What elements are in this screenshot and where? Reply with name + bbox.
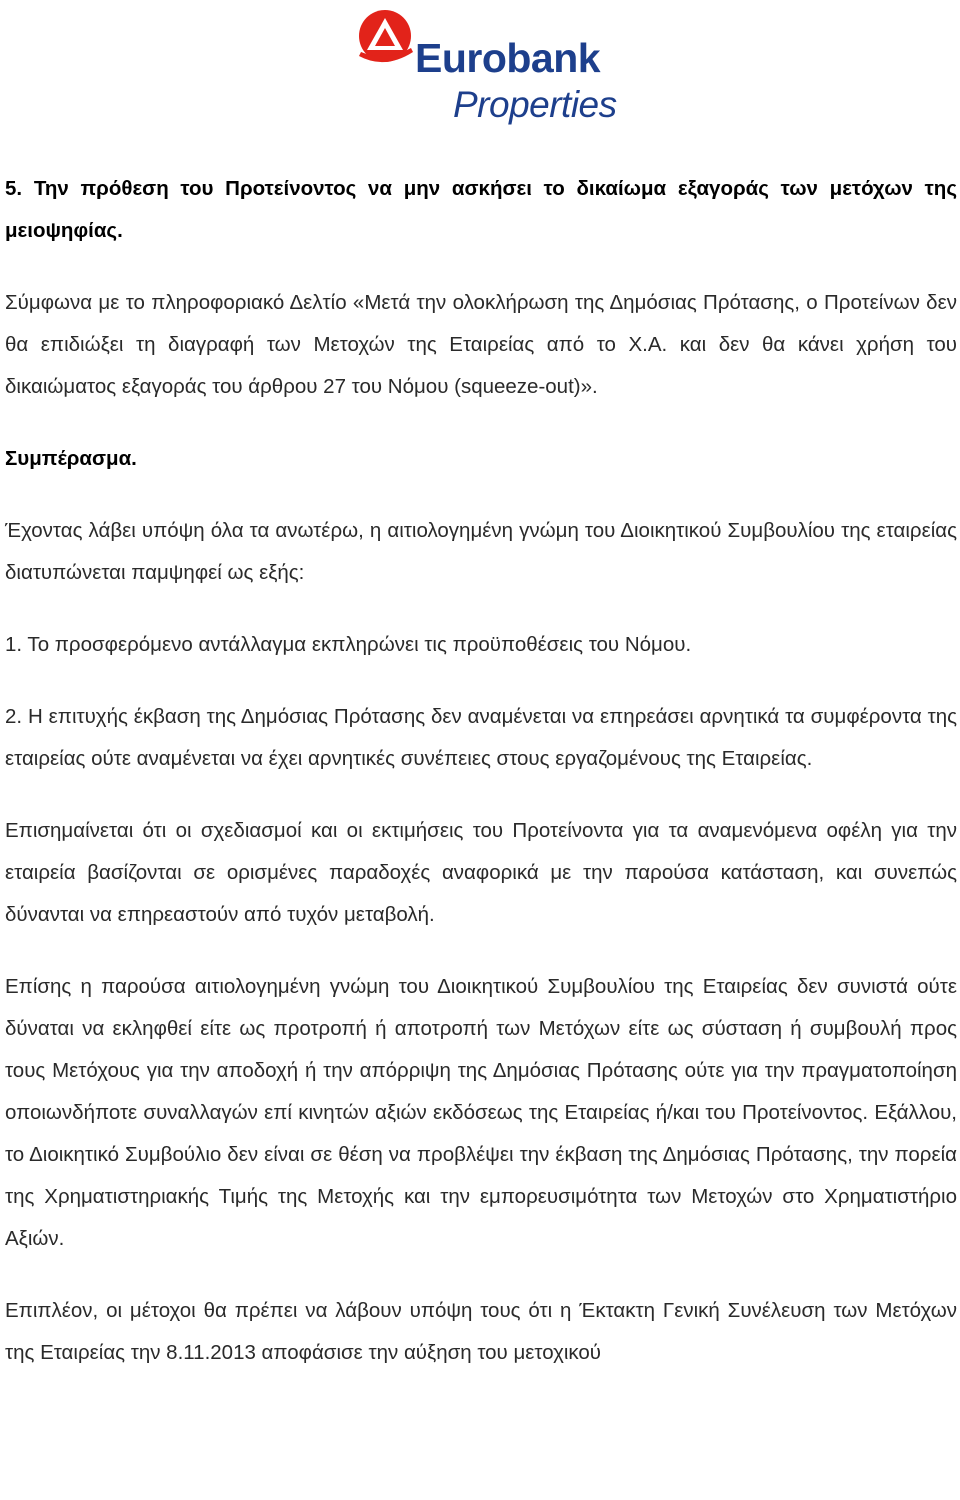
document-body <box>5 168 957 1374</box>
conclusion-opinion-paragraph: Επίσης η παρούσα αιτιολογημένη γνώμη του Διοικητικού Συμβουλίου της Εταιρείας δεν συνιστά ούτε δύναται να εκληφθεί είτε ως προτροπή ή αποτροπή των Μετόχων είτε ως σύσταση ή συμβουλή προς τους Μετόχους για την αποδοχή ή την απόρριψη της Δημόσιας Πρότασης ούτε για την πραγματοποίηση οποιωνδήποτε συναλλαγών επί κινητών αξιών εκδόσεως της Εταιρείας ή/και του Προτείνοντος. Εξάλλου, το Διοικητικό Συμβούλιο δεν είναι σε θέση να προβλέψει την έκβαση της Δημόσιας Πρότασης, την πορεία της Χρηματιστηριακής Τιμής της Μετοχής και την εμπορευσιμότητα των Μετοχών στο Χρηματιστήριο Αξιών. <box>5 975 957 1250</box>
conclusion-further-paragraph: Επιπλέον, οι μέτοχοι θα πρέπει να λάβουν υπόψη τους ότι η Έκτακτη Γενική Συνέλευση των Μετόχων της Εταιρείας την 8.11.2013 αποφάσισε την αύξηση του μετοχικού <box>5 1299 957 1364</box>
conclusion-heading: Συμπέρασμα. <box>5 447 137 470</box>
logo-subtitle-text: Properties <box>453 84 617 125</box>
eurobank-logo-icon <box>355 6 419 70</box>
logo-brand-text: Eurobank <box>415 35 601 81</box>
conclusion-intro: Έχοντας λάβει υπόψη όλα τα ανωτέρω, η αιτιολογημένη γνώμη του Διοικητικού Συμβουλίου της εταιρείας διατυπώνεται παμψηφεί ως εξής: <box>5 519 957 584</box>
eurobank-properties-logo <box>355 6 617 126</box>
conclusion-point-1: 1. Το προσφερόμενο αντάλλαγμα εκπληρώνει τις προϋποθέσεις του Νόμου. <box>5 633 692 656</box>
section-5-body: Σύμφωνα με το πληροφοριακό Δελτίο «Μετά την ολοκλήρωση της Δημόσιας Πρότασης, ο Προτείνων δεν θα επιδιώξει τη διαγραφή των Μετοχών της Εταιρείας από το Χ.Α. και δεν θα κάνει χρήση του δικαιώματος εξαγοράς του άρθρου 27 του Νόμου (squeeze-out)». <box>5 291 957 398</box>
conclusion-point-2: 2. Η επιτυχής έκβαση της Δημόσιας Πρότασης δεν αναμένεται να επηρεάσει αρνητικά τα συμφέροντα της εταιρείας ούτε αναμένεται να έχει αρνητικές συνέπειες στους εργαζομένους της Εταιρείας. <box>5 705 957 770</box>
section-5-heading: 5. Την πρόθεση του Προτείνοντος να μην ασκήσει το δικαίωμα εξαγοράς των μετόχων της μειοψηφίας. <box>5 177 957 242</box>
conclusion-note-paragraph: Επισημαίνεται ότι οι σχεδιασμοί και οι εκτιμήσεις του Προτείνοντα για τα αναμενόμενα οφέλη για την εταιρεία βασίζονται σε ορισμένες παραδοχές αναφορικά με την παρούσα κατάσταση, και συνεπώς δύνανται να επηρεαστούν από τυχόν μεταβολή. <box>5 819 957 926</box>
